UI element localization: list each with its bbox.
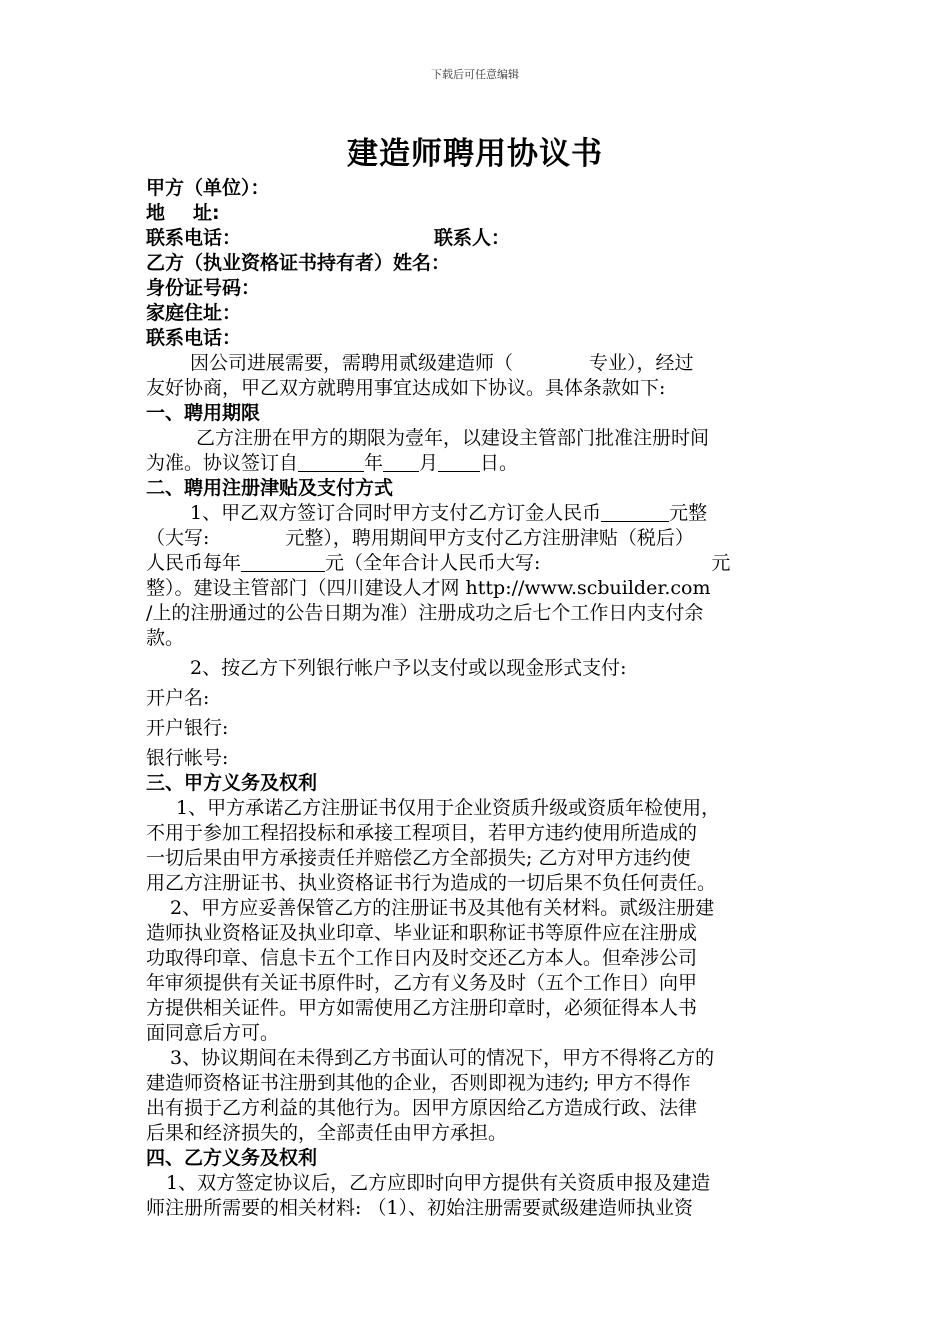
- s1-line-1: 乙方注册在甲方的期限为壹年，以建设主管部门批准注册时间: [196, 427, 710, 449]
- s2-p1-l1-b: 元整: [669, 502, 708, 524]
- header-note: 下载后可任意编辑: [431, 68, 519, 81]
- s3-p2-line: 功取得印章、信息卡五个工作日内及时交还乙方本人。但牵涉公司: [146, 947, 698, 969]
- s1-l2-b: 年: [364, 452, 384, 474]
- intro-line-1: 因公司进展需要，需聘用贰级建造师（ 专业），经过: [190, 352, 694, 374]
- s2-p2: 2、按乙方下列银行帐户予以支付或以现金形式支付:: [190, 657, 627, 679]
- s1-l2-a: 为准。协议签订自: [146, 452, 299, 474]
- party-a-label: 甲方（单位）：: [146, 177, 270, 199]
- s3-p2-line: 造师执业资格证及执业印章、毕业证和职称证书等原件应在注册成: [146, 922, 698, 944]
- s1-line-2: [146, 451, 810, 476]
- party-a-phone-label: 联系电话：: [146, 227, 242, 249]
- deposit-blank: [601, 503, 669, 522]
- s2-p1-line-4: 整）。建设主管部门（四川建设人才网 http://www.scbuilder.com: [146, 577, 711, 599]
- section-3-heading: 三、甲方义务及权利: [146, 772, 318, 794]
- party-b-home-label: 家庭住址：: [146, 302, 242, 324]
- party-a-contact-row: [146, 226, 810, 251]
- address-label-1: 地: [146, 202, 166, 224]
- s2-p1-line-2: （大写: 元整），聘用期间甲方支付乙方注册津贴（税后）: [146, 527, 694, 549]
- party-b-id-label: 身份证号码：: [146, 277, 261, 299]
- s2-p1-l3-b: 元（全年合计人民币大写: 元: [325, 552, 731, 574]
- s3-p3-line: 3、协议期间在未得到乙方书面认可的情况下，甲方不得将乙方的: [170, 1047, 715, 1069]
- month-blank: [383, 453, 419, 472]
- s1-l2-c: 月: [419, 452, 439, 474]
- s1-l2-d: 日。: [480, 452, 519, 474]
- day-blank: [438, 453, 480, 472]
- s3-p1-line: 一切后果由甲方承接责任并赔偿乙方全部损失; 乙方对甲方违约使: [146, 847, 691, 869]
- account-name-label: 开户名:: [146, 687, 210, 709]
- s3-p3-line: 出有损于乙方利益的其他行为。因甲方原因给乙方造成行政、法律: [146, 1097, 698, 1119]
- account-number-label: 银行帐号:: [146, 747, 229, 769]
- s3-p1-line: 1、甲方承诺乙方注册证书仅用于企业资质升级或资质年检使用，: [176, 797, 721, 819]
- party-a-contact-label: 联系人：: [434, 227, 511, 249]
- party-b-label: 乙方（执业资格证书持有者）姓名：: [146, 252, 451, 274]
- s3-p3-line: 后果和经济损失的，全部责任由甲方承担。: [146, 1122, 508, 1144]
- document-title: 建造师聘用协议书: [347, 136, 603, 172]
- s2-p1-l3-a: 人民币每年: [146, 552, 242, 574]
- s2-p1-line-1: [146, 501, 810, 526]
- s4-p1-line: 师注册所需要的相关材料: （1）、初始注册需要贰级建造师执业资: [146, 1197, 694, 1219]
- s3-p1-line: 不用于参加工程招投标和承接工程项目，若甲方违约使用所造成的: [146, 822, 698, 844]
- annual-blank: [241, 553, 325, 572]
- s3-p2-line: 方提供相关证件。甲方如需使用乙方注册印章时，必须征得本人书: [146, 997, 698, 1019]
- year-blank: [298, 453, 364, 472]
- intro-line-2: 友好协商，甲乙双方就聘用事宜达成如下协议。具体条款如下:: [146, 377, 666, 399]
- bank-label: 开户银行:: [146, 717, 229, 739]
- document-body: [146, 176, 810, 1221]
- s3-p2-line: 面同意后方可。: [146, 1022, 280, 1044]
- s2-p1-line-6: 款。: [146, 627, 185, 649]
- s3-p3-line: 建造师资格证书注册到其他的企业，否则即视为违约; 甲方不得作: [146, 1072, 691, 1094]
- party-a-address: [146, 201, 810, 226]
- s2-p1-l1-a: 1、甲乙双方签订合同时甲方支付乙方订金人民币: [190, 502, 602, 524]
- s4-p1-line: 1、双方签定协议后，乙方应即时向甲方提供有关资质申报及建造: [166, 1172, 711, 1194]
- section-1-heading: 一、聘用期限: [146, 402, 261, 424]
- s3-p1-line: 用乙方注册证书、执业资格证书行为造成的一切后果不负任何责任。: [146, 872, 717, 894]
- s3-p2-line: 年审须提供有关证书原件时，乙方有义务及时（五个工作日）向甲: [146, 972, 698, 994]
- s3-p2-line: 2、甲方应妥善保管乙方的注册证书及其他有关材料。贰级注册建: [170, 897, 715, 919]
- party-b-phone-label: 联系电话：: [146, 327, 242, 349]
- section-4-heading: 四、乙方义务及权利: [146, 1147, 318, 1169]
- address-label-2: 址:: [193, 202, 220, 224]
- section-2-heading: 二、聘用注册津贴及支付方式: [146, 477, 394, 499]
- s2-p1-line-5: /上的注册通过的公告日期为准）注册成功之后七个工作日内支付余: [146, 602, 704, 624]
- s2-p1-line-3: [146, 551, 810, 576]
